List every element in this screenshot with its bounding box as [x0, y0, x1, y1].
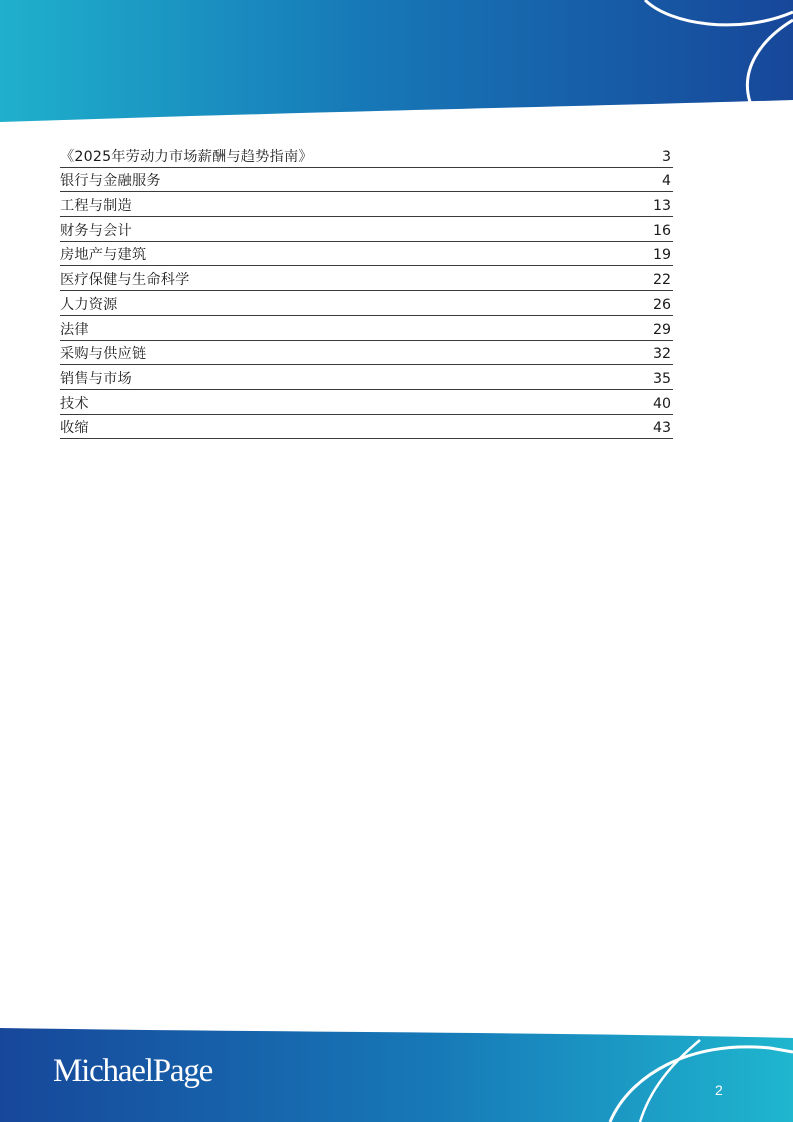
toc-entry-page: 32: [652, 346, 671, 363]
toc-entry-page: 22: [652, 272, 671, 289]
toc-row[interactable]: [60, 242, 673, 267]
toc-row[interactable]: [60, 192, 673, 217]
toc-row[interactable]: [60, 266, 673, 291]
toc-entry-label: 《2025年劳动力市场薪酬与趋势指南》: [60, 148, 313, 165]
toc-row[interactable]: [60, 341, 673, 366]
table-of-contents: [60, 143, 673, 439]
toc-entry-label: 工程与制造: [60, 198, 132, 215]
toc-entry-label: 收缩: [60, 420, 89, 437]
toc-entry-page: 3: [661, 148, 671, 165]
toc-entry-page: 43: [652, 420, 671, 437]
toc-entry-label: 采购与供应链: [60, 346, 147, 363]
toc-entry-page: 26: [652, 296, 671, 313]
toc-entry-page: 13: [652, 198, 671, 215]
toc-entry-label: 银行与金融服务: [60, 173, 161, 190]
toc-row[interactable]: [60, 291, 673, 316]
toc-row[interactable]: [60, 390, 673, 415]
toc-entry-label: 人力资源: [60, 296, 118, 313]
toc-entry-label: 法律: [60, 321, 89, 338]
toc-row[interactable]: [60, 365, 673, 390]
toc-entry-page: 29: [652, 321, 671, 338]
toc-row[interactable]: [60, 415, 673, 440]
toc-entry-page: 16: [652, 222, 671, 239]
toc-entry-label: 房地产与建筑: [60, 247, 147, 264]
toc-row[interactable]: [60, 143, 673, 168]
toc-row[interactable]: [60, 217, 673, 242]
toc-entry-page: 19: [652, 247, 671, 264]
michael-page-logo: MichaelPage: [53, 1053, 213, 1089]
toc-entry-page: 4: [661, 173, 671, 190]
toc-entry-label: 技术: [60, 395, 89, 412]
toc-row[interactable]: [60, 168, 673, 193]
header-banner: [0, 0, 793, 130]
toc-entry-page: 40: [652, 395, 671, 412]
toc-entry-label: 销售与市场: [60, 370, 132, 387]
toc-entry-page: 35: [652, 370, 671, 387]
toc-row[interactable]: [60, 316, 673, 341]
toc-entry-label: 医疗保健与生命科学: [60, 272, 190, 289]
page-number: 2: [715, 1082, 723, 1098]
toc-entry-label: 财务与会计: [60, 222, 132, 239]
